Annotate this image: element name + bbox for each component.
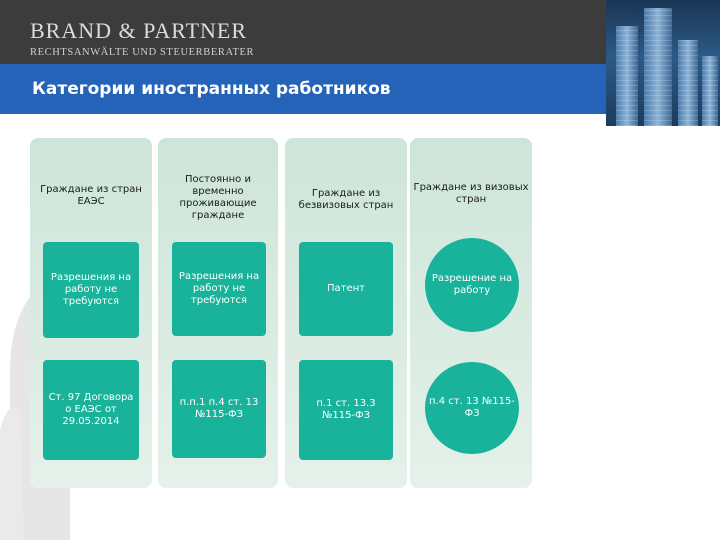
- legal-basis-box: п.п.1 п.4 ст. 13 №115-ФЗ: [172, 360, 266, 458]
- legal-basis-box: Ст. 97 Договора о ЕАЭС от 29.05.2014: [43, 360, 139, 460]
- column-heading: Граждане из безвизовых стран: [298, 188, 394, 211]
- category-column-residents: [158, 138, 278, 488]
- permit-box: Разрешения на работу не требуются: [43, 242, 139, 338]
- category-column-visa-free: [285, 138, 407, 488]
- permit-box: Патент: [299, 242, 393, 336]
- legal-basis-box: п.4 ст. 13 №115-ФЗ: [425, 362, 519, 454]
- brand-subtitle: RECHTSANWÄLTE UND STEUERBERATER: [30, 47, 255, 58]
- title-bar: [0, 64, 606, 114]
- category-column-eaeu: [30, 138, 152, 488]
- column-heading: Граждане из визовых стран: [413, 182, 529, 205]
- slide-title: Категории иностранных работников: [32, 79, 391, 99]
- permit-box: Разрешение на работу: [425, 238, 519, 332]
- brand-logo-text: BRAND & PARTNER: [30, 18, 248, 43]
- column-heading: Постоянно и временно проживающие граждане: [179, 174, 257, 221]
- column-heading: Граждане из стран ЕАЭС: [40, 184, 142, 207]
- legal-basis-box: п.1 ст. 13.3 №115-ФЗ: [299, 360, 393, 460]
- skyline-image: [606, 0, 720, 126]
- category-column-visa: [410, 138, 532, 488]
- permit-box: Разрешения на работу не требуются: [172, 242, 266, 336]
